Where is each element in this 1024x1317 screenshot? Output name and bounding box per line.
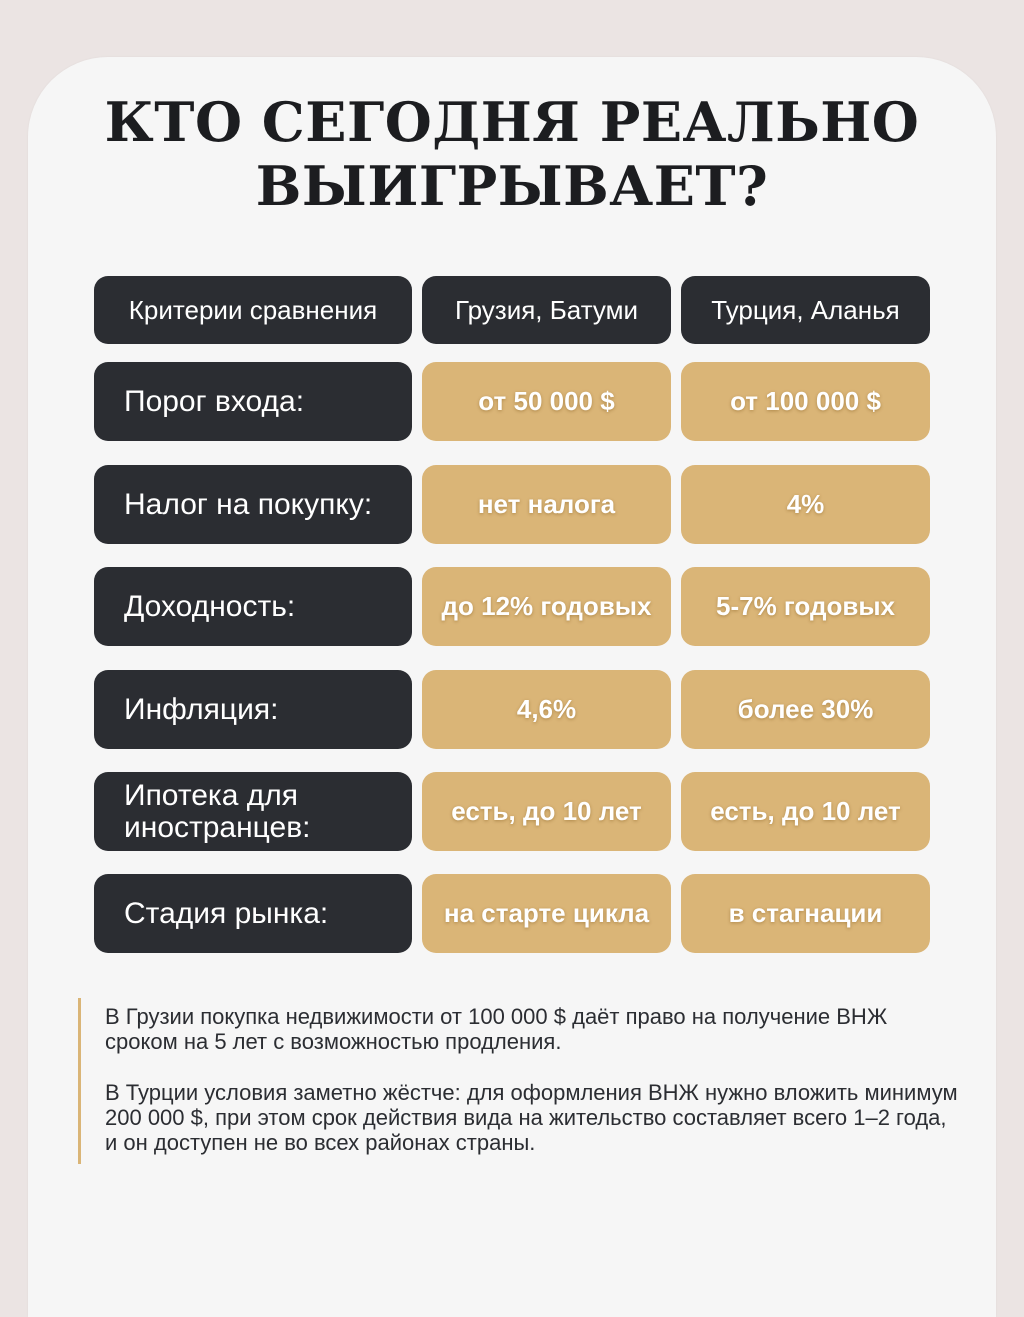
value-label: нет налога [477,489,616,519]
turkey-entry-threshold [681,362,930,441]
turkey-inflation [681,670,930,749]
note-turkey: В Турции условия заметно жёстче: для оформления ВНЖ нужно вложить минимум 200 000 $, при этом срок действия вида на жительство составляет всего 1–2 года, и он доступен не во всех районах страны. [105,1080,958,1155]
georgia-mortgage [422,772,671,851]
value-label: 5-7% годовых [716,591,895,621]
georgia-entry-threshold [422,362,671,441]
value-label: от 100 000 $ [730,386,881,416]
value-label: 4% [786,489,825,519]
header-criteria [94,276,412,344]
title-line-1: КТО СЕГОДНЯ РЕАЛЬНО [104,90,920,154]
criterion-label: Стадия рынка: [124,896,329,930]
notes-block [78,998,958,1164]
header-criteria-label: Критерии сравнения [128,294,378,325]
georgia-market-stage [422,874,671,953]
header-georgia [422,276,671,344]
header-turkey-label: Турция, Аланья [711,294,900,325]
turkey-mortgage [681,772,930,851]
title-line-2: ВЫИГРЫВАЕТ? [255,154,769,218]
criterion-entry-threshold [94,362,412,441]
criterion-label: Налог на покупку: [124,487,373,521]
criterion-label-line-1: Ипотека для [124,778,298,812]
header-turkey [681,276,930,344]
georgia-inflation [422,670,671,749]
note-georgia: В Грузии покупка недвижимости от 100 000 $ даёт право на получение ВНЖ сроком на 5 лет с возможностью продления. [105,1004,888,1054]
criterion-label-line-2: иностранцев: [124,810,311,844]
value-label: более 30% [737,694,874,724]
turkey-market-stage [681,874,930,953]
criterion-inflation [94,670,412,749]
criterion-label: Инфляция: [124,692,279,726]
criterion-label: Порог входа: [124,384,305,418]
value-label: до 12% годовых [441,591,652,621]
georgia-purchase-tax [422,465,671,544]
criterion-mortgage [94,772,412,851]
value-label: от 50 000 $ [478,386,615,416]
criterion-label: Доходность: [124,589,296,623]
turkey-yield [681,567,930,646]
value-label: есть, до 10 лет [451,796,642,826]
value-label: 4,6% [516,694,577,724]
criterion-purchase-tax [94,465,412,544]
value-label: в стагнации [728,898,883,928]
criterion-yield [94,567,412,646]
page-title [0,90,1024,218]
criterion-market-stage [94,874,412,953]
header-georgia-label: Грузия, Батуми [454,294,638,325]
turkey-purchase-tax [681,465,930,544]
value-label: на старте цикла [443,898,650,928]
georgia-yield [422,567,671,646]
value-label: есть, до 10 лет [710,796,901,826]
